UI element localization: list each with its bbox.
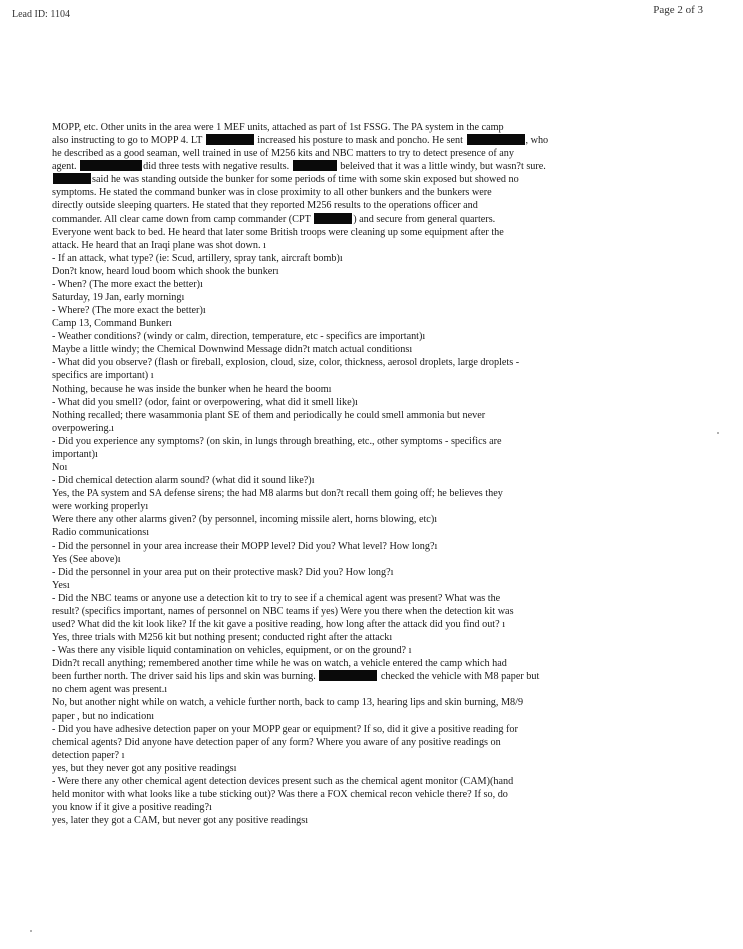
text-line [52, 291, 648, 304]
redaction-box [293, 160, 337, 171]
text-line [52, 435, 648, 448]
text-segment: held monitor with what looks like a tube sticking out)? Was there a FOX chemical recon vehicle there? If so, do [52, 788, 508, 800]
text-segment: Radio communicationsı [52, 527, 150, 539]
redaction-box [80, 160, 142, 171]
text-line [52, 474, 648, 487]
text-line [52, 801, 648, 814]
text-segment: - Were there any other chemical agent detection devices present such as the chemical agent monitor (CAM)(hand [52, 775, 514, 787]
text-segment: beleived that it was a little windy, but wasn?t sure. [337, 161, 546, 173]
text-line [52, 500, 648, 513]
scan-speck [30, 930, 32, 932]
text-segment: - Did chemical detection alarm sound? (what did it sound like?)ı [52, 475, 315, 487]
text-line [52, 579, 648, 592]
text-line [52, 736, 648, 749]
text-line [52, 814, 648, 827]
text-line [52, 644, 648, 657]
redaction-box [319, 670, 377, 681]
text-line [52, 775, 648, 788]
text-segment: he described as a good seaman, well trained in use of M256 kits and NBC matters to try to detect presence of any [52, 148, 514, 160]
text-segment: - Where? (The more exact the better)ı [52, 305, 206, 317]
text-segment: specifics are important) ı [52, 370, 154, 382]
text-segment: detection paper? ı [52, 749, 125, 761]
text-segment: Yes (See above)ı [52, 553, 121, 565]
text-line [52, 631, 648, 644]
redaction-box [467, 134, 525, 145]
text-line [52, 330, 648, 343]
text-line [52, 513, 648, 526]
text-segment: - When? (The more exact the better)ı [52, 278, 203, 290]
text-line [52, 186, 648, 199]
text-line [52, 683, 648, 696]
text-segment: chemical agents? Did anyone have detection paper of any form? Where you aware of any positive readings on [52, 736, 501, 748]
text-segment: - Did the NBC teams or anyone use a detection kit to try to see if a chemical agent was present? What was the [52, 592, 501, 604]
text-segment: Yes, the PA system and SA defense sirens; the had M8 alarms but don?t recall them going off; he believes they [52, 488, 503, 500]
text-line [52, 356, 648, 369]
text-line [52, 226, 648, 239]
text-segment: been further north. The driver said his lips and skin was burning. [52, 671, 319, 683]
text-line [52, 657, 648, 670]
text-segment: were working properlyı [52, 501, 149, 513]
text-segment: Maybe a little windy; the Chemical Downwind Message didn?t match actual conditionsı [52, 344, 413, 356]
text-line [52, 749, 648, 762]
text-segment: No, but another night while on watch, a vehicle further north, back to camp 13, hearing lips and skin burning, M8/9 [52, 697, 524, 709]
text-segment: used? What did the kit look like? If the kit gave a positive reading, how long after the attack did you find out? ı [52, 618, 506, 630]
redaction-box [206, 134, 254, 145]
text-segment: did three tests with negative results. [143, 161, 292, 173]
text-line [52, 409, 648, 422]
text-line [52, 199, 648, 212]
text-segment: Camp 13, Command Bunkerı [52, 318, 172, 330]
text-segment: yes, later they got a CAM, but never got any positive readingsı [52, 815, 309, 827]
text-segment: checked the vehicle with M8 paper but [378, 671, 540, 683]
text-line [52, 592, 648, 605]
text-line [52, 160, 648, 173]
text-segment: MOPP, etc. Other units in the area were 1 MEF units, attached as part of 1st FSSG. The PA system in the camp [52, 122, 504, 133]
text-segment: important)ı [52, 448, 98, 460]
text-segment: agent. [52, 161, 80, 173]
text-segment: - Did you have adhesive detection paper on your MOPP gear or equipment? If so, did it give a positive reading for [52, 723, 518, 735]
text-segment: - Weather conditions? (windy or calm, direction, temperature, etc - specifics are important)ı [52, 331, 426, 343]
text-segment: commander. All clear came down from camp commander (CPT [52, 213, 314, 225]
text-line [52, 239, 648, 252]
page-number: Page 2 of 3 [653, 4, 703, 16]
text-line [52, 762, 648, 775]
text-line [52, 173, 648, 186]
text-segment: also instructing to go to MOPP 4. LT [52, 135, 205, 147]
text-line [52, 553, 648, 566]
text-line [52, 396, 648, 409]
text-segment: - Did you experience any symptoms? (on skin, in lungs through breathing, etc., other symptoms - specifics are [52, 435, 502, 447]
text-segment: no chem agent was present.ı [52, 684, 168, 696]
text-segment: Nothing recalled; there wasammonia plant SE of them and periodically he could smell ammonia but never [52, 409, 486, 421]
text-segment: Don?t know, heard loud boom which shook the bunkerı [52, 265, 279, 277]
text-line [52, 422, 648, 435]
text-line [52, 461, 648, 474]
text-segment: Yesı [52, 579, 70, 591]
text-line [52, 723, 648, 736]
text-line [52, 213, 648, 226]
text-line [52, 304, 648, 317]
text-line [52, 710, 648, 723]
redaction-box [53, 173, 91, 184]
text-line [52, 526, 648, 539]
lead-id: Lead ID: 1104 [12, 9, 70, 20]
text-segment: yes, but they never got any positive readingsı [52, 762, 237, 774]
text-line [52, 788, 648, 801]
text-segment: increased his posture to mask and poncho. He sent [254, 135, 466, 147]
text-line [52, 147, 648, 160]
text-segment: - If an attack, what type? (ie: Scud, artillery, spray tank, aircraft bomb)ı [52, 252, 343, 264]
text-segment: you know if it give a positive reading?ı [52, 802, 212, 814]
text-line [52, 696, 648, 709]
text-segment: said he was standing outside the bunker for some periods of time with some skin exposed but showed no [92, 174, 519, 186]
text-segment: - What did you observe? (flash or fireball, explosion, cloud, size, color, thickness, aerosol droplets, large droplets - [52, 357, 520, 369]
text-segment: symptoms. He stated the command bunker was in close proximity to all other bunkers and the bunkers were [52, 187, 492, 199]
text-segment: Didn?t recall anything; remembered another time while he was on watch, a vehicle entered the camp which had [52, 658, 507, 670]
text-line [52, 278, 648, 291]
text-segment: Everyone went back to bed. He heard that later some British troops were cleaning up some equipment after the [52, 226, 504, 238]
text-line [52, 670, 648, 683]
text-line [52, 383, 648, 396]
text-segment: - Did the personnel in your area increase their MOPP level? Did you? What level? How long?ı [52, 540, 438, 552]
text-line [52, 252, 648, 265]
text-line [52, 566, 648, 579]
text-segment: ) and secure from general quarters. [353, 213, 496, 225]
text-line [52, 343, 648, 356]
text-segment: result? (specifics important, names of personnel on NBC teams if yes) Were you there when the detection kit was [52, 605, 514, 617]
text-segment: - Did the personnel in your area put on their protective mask? Did you? How long?ı [52, 566, 394, 578]
text-line [52, 605, 648, 618]
text-segment: - Was there any visible liquid contamination on vehicles, equipment, or on the ground? ı [52, 645, 412, 657]
text-line [52, 317, 648, 330]
text-segment: Saturday, 19 Jan, early morningı [52, 292, 185, 304]
text-line [52, 618, 648, 631]
text-line [52, 121, 648, 134]
text-segment: directly outside sleeping quarters. He stated that they reported M256 results to the operations officer and [52, 200, 478, 212]
interview-text [52, 121, 648, 827]
text-line [52, 487, 648, 500]
text-line [52, 540, 648, 553]
text-line [52, 369, 648, 382]
scan-speck [717, 432, 719, 434]
text-segment: Were there any other alarms given? (by personnel, incoming missile alert, horns blowing, etc)ı [52, 514, 438, 526]
text-segment: Nothing, because he was inside the bunker when he heard the boomı [52, 383, 332, 395]
text-segment: attack. He heard that an Iraqi plane was shot down. ı [52, 239, 266, 251]
text-segment: overpowering.ı [52, 422, 114, 434]
text-line [52, 448, 648, 461]
text-line [52, 134, 648, 147]
redaction-box [314, 213, 352, 224]
text-line [52, 265, 648, 278]
text-segment: Yes, three trials with M256 kit but nothing present; conducted right after the attackı [52, 632, 393, 644]
text-segment: paper , but no indicationı [52, 710, 155, 722]
text-segment: - What did you smell? (odor, faint or overpowering, what did it smell like)ı [52, 396, 358, 408]
text-segment: , who [525, 135, 549, 147]
text-segment: Noı [52, 462, 68, 474]
